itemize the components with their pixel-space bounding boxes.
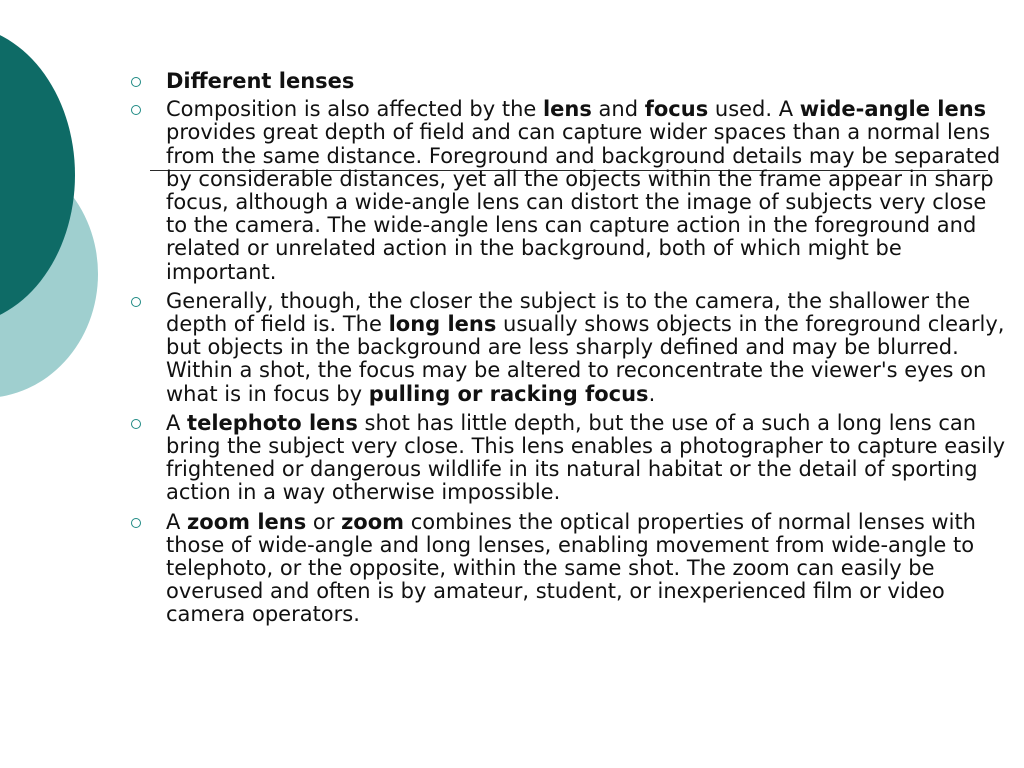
- bullet-item-long-lens: [128, 290, 1013, 406]
- bullet-text: [166, 289, 1004, 406]
- text-segment: combines the optical properties of normal lenses with those of wide-angle and long lenses, enabling movement from wide-angle to telephoto, or the opposite, within the same shot. The zoom can easily be overused and often is by amateur, student, or inexperienced film or video camera operators.: [166, 509, 976, 627]
- text-segment: A: [166, 410, 188, 435]
- bullet-item-telephoto-lens: [128, 412, 1013, 505]
- text-segment: provides great depth of field and can capture wider spaces than a normal lens from the same distance. Foreground and background details may be separated by considerable distances, yet all the objects within the frame appear in sharp focus, although a wide-angle lens can distort the image of subjects very close to the camera. The wide-angle lens can capture action in the foreground and related or unrelated action in the background, both of which might be important.: [166, 120, 1001, 284]
- hollow-circle-bullet-icon: [131, 105, 141, 115]
- bullet-text: [166, 510, 976, 627]
- hollow-circle-bullet-icon: [131, 419, 141, 429]
- text-segment-bold: telephoto lens: [187, 410, 358, 435]
- text-segment: usually shows objects in the foreground clearly, but objects in the background are less sharply defined and may be blurred. Within a shot, the focus may be altered to reconcentrate the viewer's eyes on what is in focus by: [166, 312, 1005, 406]
- text-segment-bold: wide-angle lens: [799, 97, 987, 122]
- text-segment: shot has little depth, but the use of a such a long lens can bring the subject very close. This lens enables a photographer to capture easily frightened or dangerous wildlife in its natural habitat or the detail of sporting action in a way otherwise impossible.: [166, 410, 1006, 505]
- bullet-text: [166, 97, 1000, 283]
- text-segment: and: [591, 97, 645, 122]
- text-segment-bold: long lens: [388, 312, 497, 337]
- text-segment-bold: focus: [644, 97, 709, 122]
- text-segment: or: [306, 509, 342, 534]
- hollow-circle-bullet-icon: [131, 297, 141, 307]
- hollow-circle-bullet-icon: [131, 77, 141, 87]
- bullet-list: [128, 70, 1013, 633]
- bullet-item-zoom-lens: [128, 511, 1013, 627]
- text-segment: Composition is also affected by the: [166, 97, 543, 122]
- text-segment-bold: zoom: [341, 509, 405, 534]
- hollow-circle-bullet-icon: [131, 518, 141, 528]
- text-segment: Generally, though, the closer the subject is to the camera, the shallower the depth of field is. The: [166, 288, 971, 337]
- text-segment-bold: lens: [542, 97, 592, 122]
- text-segment: used. A: [708, 97, 800, 122]
- text-segment-bold: zoom lens: [187, 509, 307, 534]
- text-segment: A: [166, 509, 188, 534]
- text-segment: .: [648, 381, 656, 406]
- bullet-text: [166, 411, 1005, 505]
- bullet-item-different-lenses: [128, 70, 1013, 93]
- text-segment-bold: Different lenses: [166, 69, 355, 93]
- bullet-text: [166, 69, 354, 93]
- text-segment-bold: pulling or racking focus: [368, 381, 649, 406]
- bullet-item-composition: [128, 98, 1013, 284]
